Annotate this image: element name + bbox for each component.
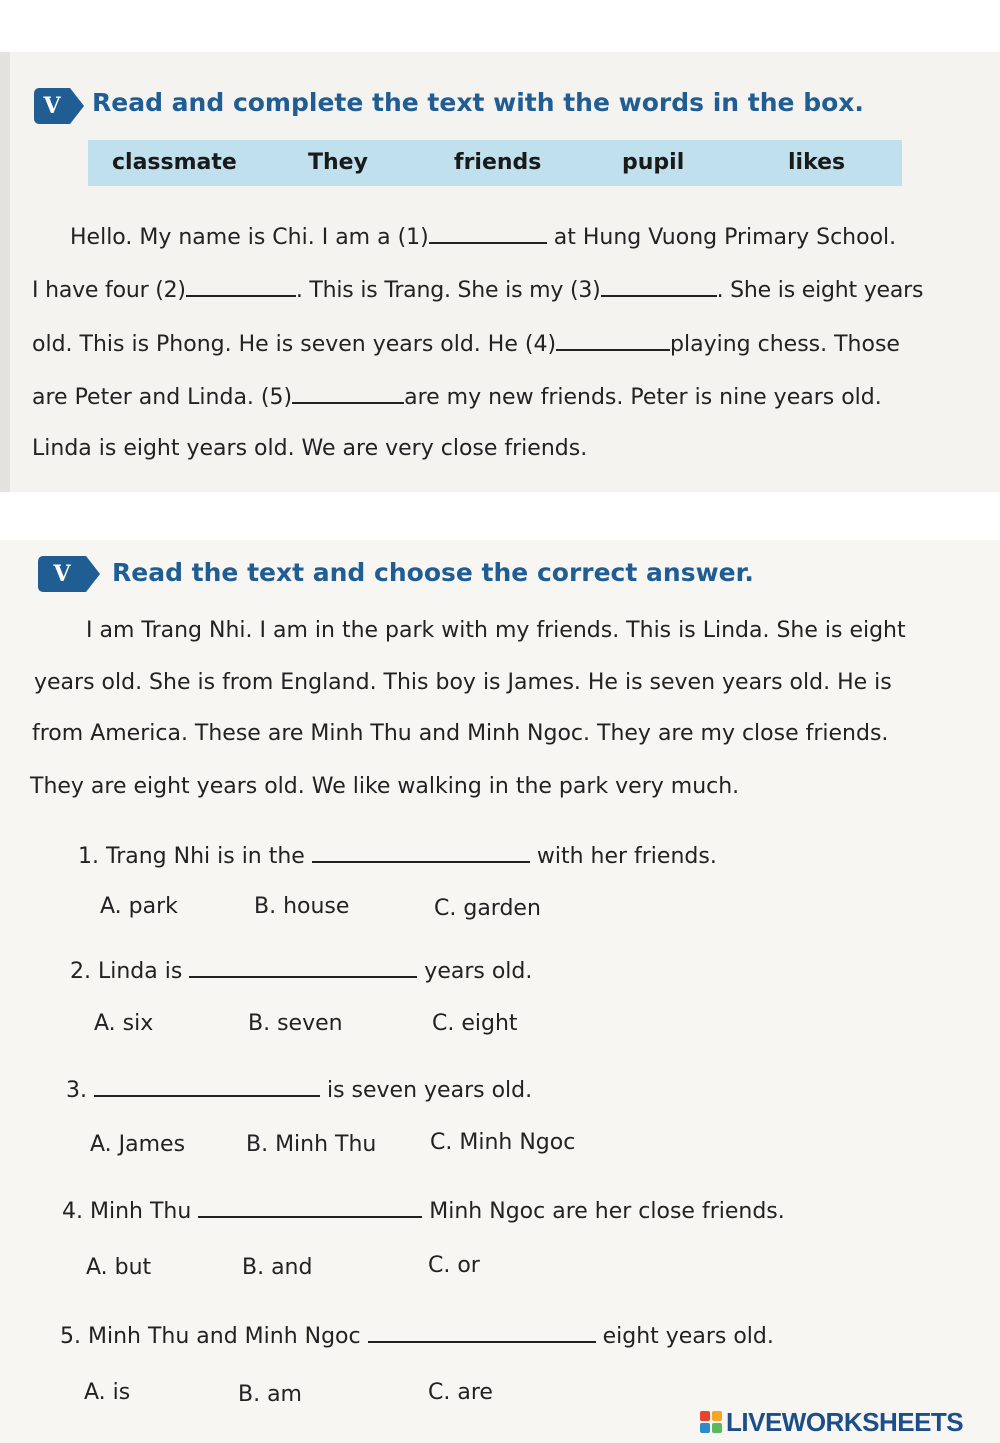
- text-line-2: [32, 277, 923, 303]
- liveworksheets-logo: [700, 1406, 963, 1438]
- question-4-blank[interactable]: [198, 1198, 422, 1218]
- question-3-blank[interactable]: [94, 1077, 320, 1097]
- question-4-option-a[interactable]: A. but: [86, 1255, 152, 1280]
- blank-4[interactable]: [556, 331, 670, 351]
- section1-heading: Read and complete the text with the words in the box.: [92, 88, 864, 117]
- passage-line-1: I am Trang Nhi. I am in the park with my friends. This is Linda. She is eight: [86, 618, 906, 643]
- question-3: [66, 1077, 532, 1103]
- question-1-end: with her friends.: [529, 844, 717, 869]
- text-line-2-start: I have four (2): [32, 278, 186, 303]
- question-3-option-a[interactable]: A. James: [90, 1132, 186, 1157]
- question-2-option-a[interactable]: A. six: [94, 1011, 154, 1036]
- word-friends: friends: [454, 150, 542, 175]
- question-2-option-b[interactable]: B. seven: [248, 1011, 343, 1036]
- passage-line-2: years old. She is from England. This boy is James. He is seven years old. He is: [34, 670, 892, 695]
- question-4-option-c[interactable]: C. or: [428, 1253, 480, 1278]
- question-2-start: 2. Linda is: [70, 959, 190, 984]
- question-1-blank[interactable]: [312, 843, 530, 863]
- blank-2[interactable]: [186, 277, 296, 297]
- question-2: [70, 958, 532, 984]
- question-4-start: 4. Minh Thu: [62, 1199, 199, 1224]
- question-3-option-b[interactable]: B. Minh Thu: [246, 1132, 377, 1157]
- question-4-option-b[interactable]: B. and: [242, 1255, 313, 1280]
- section2-badge-label: V: [38, 556, 86, 592]
- text-line-1: [70, 224, 896, 250]
- question-1-option-b[interactable]: B. house: [254, 894, 350, 919]
- text-line-1-end: at Hung Vuong Primary School.: [546, 225, 897, 250]
- text-line-2-middle: . This is Trang. She is my (3): [295, 278, 601, 303]
- text-line-2-end: . She is eight years: [716, 278, 924, 303]
- logo-text: LIVEWORKSHEETS: [726, 1406, 964, 1437]
- question-2-blank[interactable]: [189, 958, 417, 978]
- blank-5[interactable]: [292, 384, 404, 404]
- question-4-end: Minh Ngoc are her close friends.: [422, 1199, 785, 1224]
- word-classmate: classmate: [112, 150, 237, 175]
- page-edge-shadow: [0, 52, 10, 492]
- question-5: [60, 1323, 774, 1349]
- section1-badge: [34, 88, 84, 124]
- text-line-4-end: are my new friends. Peter is nine years old.: [404, 385, 882, 410]
- text-line-5: Linda is eight years old. We are very close friends.: [32, 436, 588, 461]
- question-1: [78, 843, 717, 869]
- blank-3[interactable]: [601, 277, 717, 297]
- question-1-start: 1. Trang Nhi is in the: [78, 844, 312, 869]
- text-line-4-start: are Peter and Linda. (5): [32, 385, 293, 410]
- word-box: [88, 140, 902, 186]
- section1-background: [0, 52, 1000, 492]
- text-line-3: [32, 331, 900, 357]
- text-line-4: [32, 384, 882, 410]
- question-5-option-c[interactable]: C. are: [428, 1380, 493, 1405]
- blank-1[interactable]: [429, 224, 547, 244]
- question-4: [62, 1198, 785, 1224]
- passage-line-4: They are eight years old. We like walking in the park very much.: [30, 774, 740, 799]
- section2-heading: Read the text and choose the correct answer.: [112, 558, 754, 587]
- word-they: They: [308, 150, 368, 175]
- section2-badge: [38, 556, 100, 592]
- question-5-option-a[interactable]: A. is: [84, 1380, 131, 1405]
- word-pupil: pupil: [622, 150, 685, 175]
- question-2-option-c[interactable]: C. eight: [432, 1011, 518, 1036]
- question-1-option-a[interactable]: A. park: [100, 894, 178, 919]
- passage-line-3: from America. These are Minh Thu and Minh Ngoc. They are my close friends.: [32, 721, 889, 746]
- word-likes: likes: [788, 150, 846, 175]
- question-2-end: years old.: [417, 959, 533, 984]
- question-1-option-c[interactable]: C. garden: [434, 896, 541, 921]
- question-5-blank[interactable]: [368, 1323, 596, 1343]
- question-5-option-b[interactable]: B. am: [238, 1382, 302, 1407]
- question-3-option-c[interactable]: C. Minh Ngoc: [430, 1130, 576, 1155]
- question-3-start: 3.: [66, 1078, 94, 1103]
- section-gap: [0, 492, 1000, 540]
- question-5-start: 5. Minh Thu and Minh Ngoc: [60, 1324, 368, 1349]
- text-line-3-start: old. This is Phong. He is seven years old. He (4): [32, 332, 557, 357]
- logo-grid-icon: [700, 1411, 722, 1433]
- question-3-end: is seven years old.: [319, 1078, 533, 1103]
- question-5-end: eight years old.: [595, 1324, 774, 1349]
- text-line-3-end: playing chess. Those: [670, 332, 900, 357]
- section1-badge-label: V: [34, 88, 70, 124]
- top-strip: [0, 0, 1000, 52]
- text-line-1-start: Hello. My name is Chi. I am a (1): [70, 225, 429, 250]
